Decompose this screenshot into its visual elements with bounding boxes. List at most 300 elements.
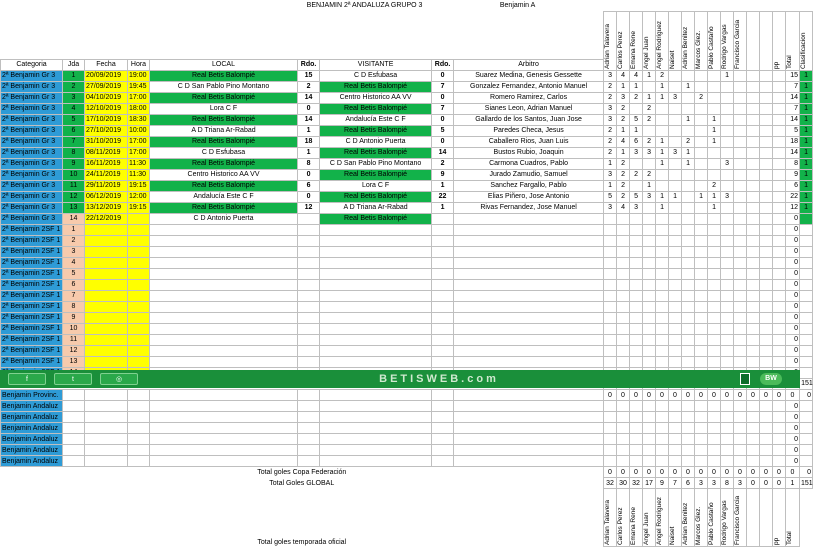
categoria-cell[interactable]: 2ª Benjamin 2SF 1 [1, 235, 63, 246]
goal-cell[interactable] [721, 114, 734, 125]
hora-cell[interactable]: 18:30 [128, 114, 150, 125]
goal-cell[interactable] [669, 412, 682, 423]
goal-cell[interactable] [773, 114, 786, 125]
goal-cell[interactable] [734, 246, 747, 257]
rdo-visit-cell[interactable]: 0 [432, 70, 454, 81]
fecha-cell[interactable]: 29/11/2019 [85, 180, 128, 191]
goal-cell[interactable] [617, 213, 630, 224]
goal-cell[interactable]: 4 [617, 70, 630, 81]
goal-cell[interactable] [656, 169, 669, 180]
local-team-cell[interactable]: Andalucía Este C F [150, 191, 298, 202]
hora-cell[interactable] [128, 268, 150, 279]
clasif-cell[interactable] [800, 257, 813, 268]
goal-cell[interactable] [773, 456, 786, 467]
twitter-icon[interactable]: t [54, 373, 92, 385]
goal-cell[interactable] [747, 445, 760, 456]
goal-cell[interactable]: 3 [617, 92, 630, 103]
goal-cell[interactable] [747, 412, 760, 423]
goal-cell[interactable]: 1 [800, 180, 813, 191]
goal-cell[interactable]: 8 [786, 158, 800, 169]
empty-cell[interactable] [63, 456, 85, 467]
goal-cell[interactable] [773, 323, 786, 334]
rdo-local-cell[interactable]: 0 [298, 191, 320, 202]
clasif-cell[interactable] [800, 323, 813, 334]
goal-cell[interactable] [695, 202, 708, 213]
goal-cell[interactable]: 3 [643, 191, 656, 202]
empty-cell[interactable] [150, 456, 298, 467]
goal-cell[interactable]: 0 [695, 390, 708, 401]
goal-cell[interactable] [734, 224, 747, 235]
rdo-visit-cell[interactable]: 7 [432, 81, 454, 92]
rdo-local-cell[interactable]: 1 [298, 147, 320, 158]
total-cell[interactable]: 0 [786, 345, 800, 356]
empty-cell[interactable] [432, 401, 454, 412]
total-cell[interactable]: 0 [786, 312, 800, 323]
goal-cell[interactable] [721, 301, 734, 312]
goal-cell[interactable] [708, 401, 721, 412]
goal-cell[interactable] [734, 169, 747, 180]
goal-cell[interactable] [760, 323, 773, 334]
global-totals-row-cell[interactable]: 3 [734, 478, 747, 489]
goal-cell[interactable] [760, 136, 773, 147]
goal-cell[interactable] [669, 334, 682, 345]
fecha-cell[interactable] [85, 268, 128, 279]
goal-cell[interactable]: 0 [669, 390, 682, 401]
global-totals-row-cell[interactable]: 8 [721, 478, 734, 489]
goal-cell[interactable]: 2 [630, 169, 643, 180]
goal-cell[interactable] [643, 323, 656, 334]
total-cell[interactable]: 0 [786, 224, 800, 235]
total-cell[interactable]: 0 [786, 279, 800, 290]
goal-cell[interactable] [734, 70, 747, 81]
goal-cell[interactable] [656, 356, 669, 367]
goal-cell[interactable] [656, 114, 669, 125]
visit-team-cell[interactable]: C D San Pablo Pino Montano [320, 158, 432, 169]
goal-cell[interactable] [656, 125, 669, 136]
goal-cell[interactable] [682, 301, 695, 312]
goal-cell[interactable] [630, 456, 643, 467]
goal-cell[interactable] [630, 401, 643, 412]
global-totals-row-cell[interactable]: 9 [656, 478, 669, 489]
categoria-cell[interactable]: 2ª Benjamin 2SF 1 [1, 246, 63, 257]
goal-cell[interactable]: 3 [721, 158, 734, 169]
hora-cell[interactable] [128, 213, 150, 224]
goal-cell[interactable] [630, 279, 643, 290]
hora-cell[interactable] [128, 312, 150, 323]
clasif-cell[interactable] [800, 279, 813, 290]
cup-totals-row-cell[interactable]: 0 [617, 467, 630, 478]
goal-cell[interactable] [760, 445, 773, 456]
goal-cell[interactable] [682, 279, 695, 290]
hora-cell[interactable]: 19:45 [128, 81, 150, 92]
goal-cell[interactable] [630, 323, 643, 334]
empty-cell[interactable] [320, 356, 432, 367]
goal-cell[interactable] [669, 456, 682, 467]
goal-cell[interactable]: 3 [721, 191, 734, 202]
rdo-local-cell[interactable]: 8 [298, 158, 320, 169]
goal-cell[interactable] [734, 92, 747, 103]
goal-cell[interactable] [656, 412, 669, 423]
goal-cell[interactable] [747, 147, 760, 158]
arbitro-cell[interactable]: Caballero Rios, Juan Luis [454, 136, 604, 147]
fecha-cell[interactable] [85, 246, 128, 257]
goal-cell[interactable] [656, 268, 669, 279]
empty-cell[interactable] [432, 445, 454, 456]
visit-team-cell[interactable]: Real Betis Balompié [320, 125, 432, 136]
goal-cell[interactable] [669, 323, 682, 334]
goal-cell[interactable] [773, 345, 786, 356]
empty-cell[interactable] [150, 390, 298, 401]
goal-cell[interactable]: 1 [604, 158, 617, 169]
cup-totals-row-cell[interactable]: 0 [721, 467, 734, 478]
goal-cell[interactable] [617, 423, 630, 434]
empty-cell[interactable] [150, 301, 298, 312]
goal-cell[interactable]: 3 [630, 202, 643, 213]
empty-cell[interactable] [85, 390, 128, 401]
goal-cell[interactable] [734, 257, 747, 268]
goal-cell[interactable]: 9 [786, 169, 800, 180]
hora-cell[interactable]: 12:00 [128, 191, 150, 202]
local-team-cell[interactable]: Real Betis Balompié [150, 92, 298, 103]
goal-cell[interactable] [800, 423, 813, 434]
goal-cell[interactable] [695, 401, 708, 412]
goal-cell[interactable] [747, 290, 760, 301]
goal-cell[interactable] [682, 434, 695, 445]
goal-cell[interactable] [682, 92, 695, 103]
empty-cell[interactable] [432, 224, 454, 235]
goal-cell[interactable] [669, 356, 682, 367]
arbitro-cell[interactable]: Carmona Cuadros, Pablo [454, 158, 604, 169]
goal-cell[interactable] [669, 246, 682, 257]
total-cell[interactable]: 0 [786, 235, 800, 246]
goal-cell[interactable] [760, 257, 773, 268]
goal-cell[interactable] [643, 356, 656, 367]
goal-cell[interactable] [604, 235, 617, 246]
goal-cell[interactable] [708, 456, 721, 467]
goal-cell[interactable]: 1 [800, 125, 813, 136]
empty-cell[interactable] [432, 312, 454, 323]
goal-cell[interactable] [617, 434, 630, 445]
total-cell[interactable]: 0 [786, 323, 800, 334]
goal-cell[interactable] [734, 312, 747, 323]
empty-cell[interactable] [150, 268, 298, 279]
goal-cell[interactable] [604, 213, 617, 224]
goal-cell[interactable]: 0 [786, 390, 800, 401]
goal-cell[interactable] [630, 412, 643, 423]
goal-cell[interactable]: 6 [630, 136, 643, 147]
empty-cell[interactable] [320, 445, 432, 456]
goal-cell[interactable] [721, 401, 734, 412]
goal-cell[interactable]: 5 [630, 114, 643, 125]
categoria-cell[interactable]: 2ª Benjamin 2SF 1 [1, 345, 63, 356]
categoria-cell[interactable]: 2ª Benjamin 2SF 1 [1, 334, 63, 345]
fecha-cell[interactable] [85, 356, 128, 367]
goal-cell[interactable] [734, 290, 747, 301]
categoria-cell[interactable]: 2ª Benjamin 2SF 1 [1, 312, 63, 323]
goal-cell[interactable] [682, 412, 695, 423]
goal-cell[interactable] [604, 434, 617, 445]
visit-team-cell[interactable]: C D Antonio Puerta [320, 136, 432, 147]
goal-cell[interactable] [682, 235, 695, 246]
goal-cell[interactable]: 0 [734, 390, 747, 401]
jda-cell[interactable]: 1 [63, 70, 85, 81]
arbitro-cell[interactable]: Sanchez Fargallo, Pablo [454, 180, 604, 191]
categoria-cell[interactable]: 2ª Benjamin Gr 3 [1, 158, 63, 169]
empty-cell[interactable] [432, 279, 454, 290]
goal-cell[interactable] [656, 345, 669, 356]
goal-cell[interactable] [682, 290, 695, 301]
goal-cell[interactable] [695, 412, 708, 423]
goal-cell[interactable] [747, 356, 760, 367]
goal-cell[interactable]: 12 [786, 202, 800, 213]
goal-cell[interactable] [747, 401, 760, 412]
goal-cell[interactable]: 0 [643, 390, 656, 401]
goal-cell[interactable] [630, 301, 643, 312]
visit-team-cell[interactable]: C D Esfubasa [320, 70, 432, 81]
goal-cell[interactable] [721, 213, 734, 224]
clasif-cell[interactable] [800, 246, 813, 257]
cup-totals-row-label[interactable]: Total goles Copa Federación [257, 468, 347, 476]
empty-cell[interactable] [454, 401, 604, 412]
goal-cell[interactable] [695, 323, 708, 334]
clasif-cell[interactable] [800, 356, 813, 367]
fecha-cell[interactable]: 12/10/2019 [85, 103, 128, 114]
goal-cell[interactable] [695, 158, 708, 169]
goal-cell[interactable] [734, 445, 747, 456]
goal-cell[interactable] [669, 290, 682, 301]
goal-cell[interactable] [669, 125, 682, 136]
goal-cell[interactable] [773, 312, 786, 323]
goal-cell[interactable] [617, 246, 630, 257]
goal-cell[interactable] [747, 125, 760, 136]
clasif-cell[interactable] [800, 235, 813, 246]
visit-team-cell[interactable]: A D Triana Ar-Rabad [320, 202, 432, 213]
goal-cell[interactable] [682, 445, 695, 456]
goal-cell[interactable]: 2 [617, 169, 630, 180]
categoria-cell[interactable]: 2ª Benjamin Gr 3 [1, 125, 63, 136]
goal-cell[interactable] [747, 70, 760, 81]
empty-cell[interactable] [432, 334, 454, 345]
goal-cell[interactable] [747, 136, 760, 147]
goal-cell[interactable] [773, 169, 786, 180]
goal-cell[interactable] [734, 103, 747, 114]
goal-cell[interactable] [617, 301, 630, 312]
global-totals-row-cell[interactable]: 3 [708, 478, 721, 489]
goal-cell[interactable]: 14 [786, 92, 800, 103]
goal-cell[interactable] [708, 290, 721, 301]
goal-cell[interactable]: 1 [800, 158, 813, 169]
empty-cell[interactable] [432, 290, 454, 301]
goal-cell[interactable] [773, 246, 786, 257]
empty-cell[interactable] [454, 345, 604, 356]
jda-cell[interactable]: 2 [63, 235, 85, 246]
empty-cell[interactable] [128, 390, 150, 401]
goal-cell[interactable] [708, 70, 721, 81]
goal-cell[interactable] [630, 356, 643, 367]
goal-cell[interactable] [721, 246, 734, 257]
goal-cell[interactable] [721, 279, 734, 290]
empty-cell[interactable] [85, 434, 128, 445]
empty-cell[interactable] [454, 279, 604, 290]
goal-cell[interactable] [708, 279, 721, 290]
empty-cell[interactable] [432, 257, 454, 268]
goal-cell[interactable] [721, 103, 734, 114]
goal-cell[interactable] [695, 224, 708, 235]
goal-cell[interactable] [721, 334, 734, 345]
goal-cell[interactable] [630, 445, 643, 456]
goal-cell[interactable] [708, 235, 721, 246]
goal-cell[interactable] [760, 412, 773, 423]
categoria-cell[interactable]: Benjamin Provinc. [1, 390, 63, 401]
rdo-local-cell[interactable]: 2 [298, 81, 320, 92]
goal-cell[interactable] [721, 202, 734, 213]
goal-cell[interactable] [656, 456, 669, 467]
goal-cell[interactable] [682, 70, 695, 81]
goal-cell[interactable] [682, 345, 695, 356]
goal-cell[interactable] [773, 356, 786, 367]
goal-cell[interactable] [760, 202, 773, 213]
hora-cell[interactable]: 17:00 [128, 136, 150, 147]
goal-cell[interactable] [695, 290, 708, 301]
fecha-cell[interactable]: 04/10/2019 [85, 92, 128, 103]
goal-cell[interactable] [617, 401, 630, 412]
hora-cell[interactable] [128, 323, 150, 334]
hora-cell[interactable] [128, 257, 150, 268]
goal-cell[interactable] [656, 445, 669, 456]
categoria-cell[interactable]: 2ª Benjamin 2SF 1 [1, 323, 63, 334]
goal-cell[interactable] [682, 191, 695, 202]
total-cell[interactable]: 0 [786, 412, 800, 423]
goal-cell[interactable] [643, 257, 656, 268]
categoria-cell[interactable]: 2ª Benjamin 2SF 1 [1, 268, 63, 279]
goal-cell[interactable] [695, 356, 708, 367]
goal-cell[interactable] [773, 92, 786, 103]
empty-cell[interactable] [298, 412, 320, 423]
empty-cell[interactable] [320, 345, 432, 356]
goal-cell[interactable] [643, 213, 656, 224]
empty-cell[interactable] [298, 301, 320, 312]
rdo-visit-cell[interactable]: 14 [432, 147, 454, 158]
goal-cell[interactable] [604, 257, 617, 268]
fecha-cell[interactable]: 27/10/2019 [85, 125, 128, 136]
empty-cell[interactable] [320, 235, 432, 246]
goal-cell[interactable] [630, 180, 643, 191]
empty-cell[interactable] [432, 356, 454, 367]
categoria-cell[interactable]: 2ª Benjamin Gr 3 [1, 136, 63, 147]
empty-cell[interactable] [63, 412, 85, 423]
goal-cell[interactable] [695, 70, 708, 81]
goal-cell[interactable] [695, 268, 708, 279]
jda-cell[interactable]: 12 [63, 345, 85, 356]
fecha-cell[interactable]: 27/09/2019 [85, 81, 128, 92]
total-cell[interactable]: 0 [786, 434, 800, 445]
jda-cell[interactable]: 13 [63, 356, 85, 367]
goal-cell[interactable]: 2 [695, 92, 708, 103]
goal-cell[interactable] [760, 279, 773, 290]
total-cell[interactable]: 0 [786, 301, 800, 312]
goal-cell[interactable] [708, 224, 721, 235]
goal-cell[interactable] [669, 136, 682, 147]
arbitro-cell[interactable]: Bustos Rubio, Joaquin [454, 147, 604, 158]
empty-cell[interactable] [150, 312, 298, 323]
empty-cell[interactable] [454, 323, 604, 334]
goal-cell[interactable]: 2 [617, 114, 630, 125]
goal-cell[interactable] [760, 103, 773, 114]
goal-cell[interactable] [669, 434, 682, 445]
goal-cell[interactable] [669, 103, 682, 114]
goal-cell[interactable] [695, 246, 708, 257]
goal-cell[interactable] [773, 202, 786, 213]
empty-cell[interactable] [150, 401, 298, 412]
empty-cell[interactable] [298, 445, 320, 456]
goal-cell[interactable] [760, 345, 773, 356]
goal-cell[interactable] [682, 224, 695, 235]
goal-cell[interactable] [747, 423, 760, 434]
empty-cell[interactable] [432, 235, 454, 246]
goal-cell[interactable]: 1 [643, 180, 656, 191]
fecha-cell[interactable] [85, 312, 128, 323]
goal-cell[interactable] [630, 290, 643, 301]
goal-cell[interactable] [734, 114, 747, 125]
goal-cell[interactable] [604, 334, 617, 345]
goal-cell[interactable]: 0 [682, 390, 695, 401]
empty-cell[interactable] [454, 434, 604, 445]
goal-cell[interactable]: 1 [800, 92, 813, 103]
cup-totals-row-cell[interactable]: 0 [786, 467, 800, 478]
goal-cell[interactable] [630, 213, 643, 224]
categoria-cell[interactable]: 2ª Benjamin Gr 3 [1, 191, 63, 202]
goal-cell[interactable] [617, 235, 630, 246]
goal-cell[interactable] [760, 235, 773, 246]
goal-cell[interactable] [669, 158, 682, 169]
rdo-visit-cell[interactable]: 22 [432, 191, 454, 202]
goal-cell[interactable]: 1 [800, 147, 813, 158]
categoria-cell[interactable]: Benjamin Andaluz [1, 434, 63, 445]
goal-cell[interactable] [760, 158, 773, 169]
goal-cell[interactable] [773, 103, 786, 114]
categoria-cell[interactable]: Benjamin Andaluz [1, 445, 63, 456]
jda-cell[interactable]: 6 [63, 279, 85, 290]
empty-cell[interactable] [128, 456, 150, 467]
goal-cell[interactable]: 18 [786, 136, 800, 147]
goal-cell[interactable] [695, 434, 708, 445]
goal-cell[interactable] [773, 224, 786, 235]
categoria-cell[interactable]: 2ª Benjamin 2SF 1 [1, 301, 63, 312]
goal-cell[interactable] [643, 246, 656, 257]
goal-cell[interactable] [708, 445, 721, 456]
goal-cell[interactable] [656, 246, 669, 257]
categoria-cell[interactable]: 2ª Benjamin Gr 3 [1, 92, 63, 103]
goal-cell[interactable] [643, 434, 656, 445]
goal-cell[interactable]: 1 [800, 70, 813, 81]
categoria-cell[interactable]: 2ª Benjamin 2SF 1 [1, 279, 63, 290]
empty-cell[interactable] [298, 312, 320, 323]
goal-cell[interactable]: 1 [800, 169, 813, 180]
goal-cell[interactable] [695, 456, 708, 467]
fecha-cell[interactable]: 17/10/2019 [85, 114, 128, 125]
goal-cell[interactable] [695, 301, 708, 312]
goal-cell[interactable] [695, 103, 708, 114]
rdo-local-cell[interactable]: 0 [298, 169, 320, 180]
goal-cell[interactable] [721, 445, 734, 456]
goal-cell[interactable] [734, 158, 747, 169]
goal-cell[interactable]: 1 [708, 202, 721, 213]
goal-cell[interactable] [734, 279, 747, 290]
goal-cell[interactable] [734, 180, 747, 191]
empty-cell[interactable] [150, 345, 298, 356]
arbitro-cell[interactable]: Paredes Checa, Jesus [454, 125, 604, 136]
goal-cell[interactable] [669, 345, 682, 356]
